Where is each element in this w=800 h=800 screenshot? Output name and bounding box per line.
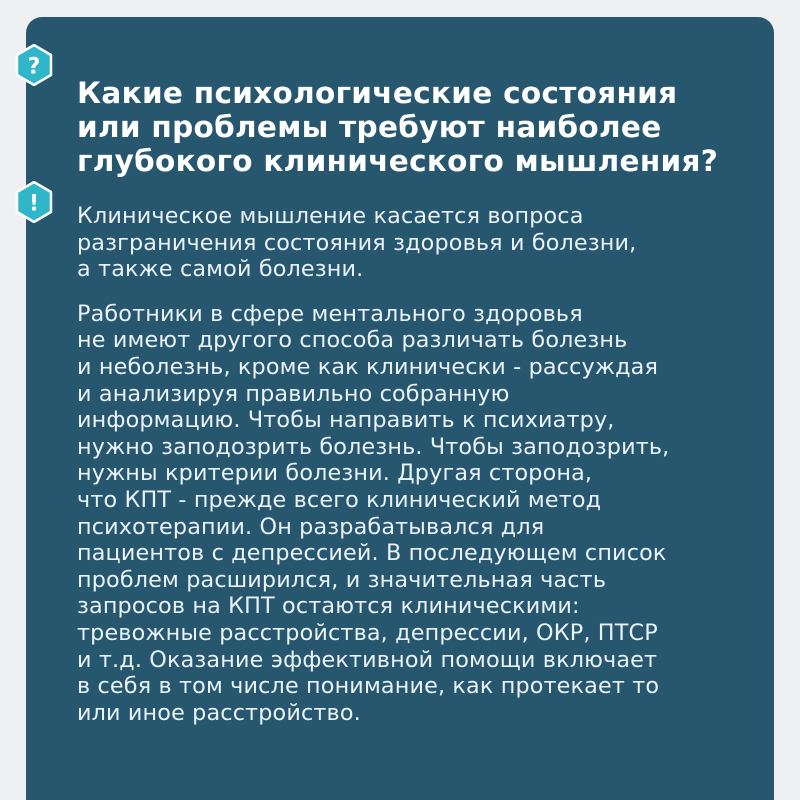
- exclamation-mark-hexagon-icon: [15, 181, 53, 223]
- answer-badge-symbol: !: [28, 191, 40, 217]
- answer-paragraph-1: Клиническое мышление касается вопроса разграничения состояния здоровья и болезни, а также самой болезни.: [77, 203, 637, 283]
- question-mark-hexagon-icon: [15, 44, 53, 86]
- answer-paragraph-2: Работники в сфере ментального здоровья не имеют другого способа различать болезнь и неболезнь, кроме как клинически - рассуждая и анализируя правильно собранную информацию. Чтобы направить к психиатру, нужно заподозрить болезнь. Чтобы заподозрить, нужны критерии болезни. Другая сторона, что КПТ - прежде всего клинический метод психотерапии. Он разрабатывался для пациентов с депрессией. В последующем список проблем расширился, и значительная часть запросов на КПТ остаются клиническими: тревожные расстройства, депрессии, ОКР, ПТСР и т.д. Оказание эффективной помощи включает в себя в том числе понимание, как протекает то или иное расстройство.: [77, 300, 670, 726]
- question-badge-symbol: ?: [27, 54, 41, 80]
- answer-body: [77, 203, 767, 726]
- question-heading: Какие психологические состояния или проблемы требуют наиболее глубокого клинического мышления?: [77, 76, 719, 178]
